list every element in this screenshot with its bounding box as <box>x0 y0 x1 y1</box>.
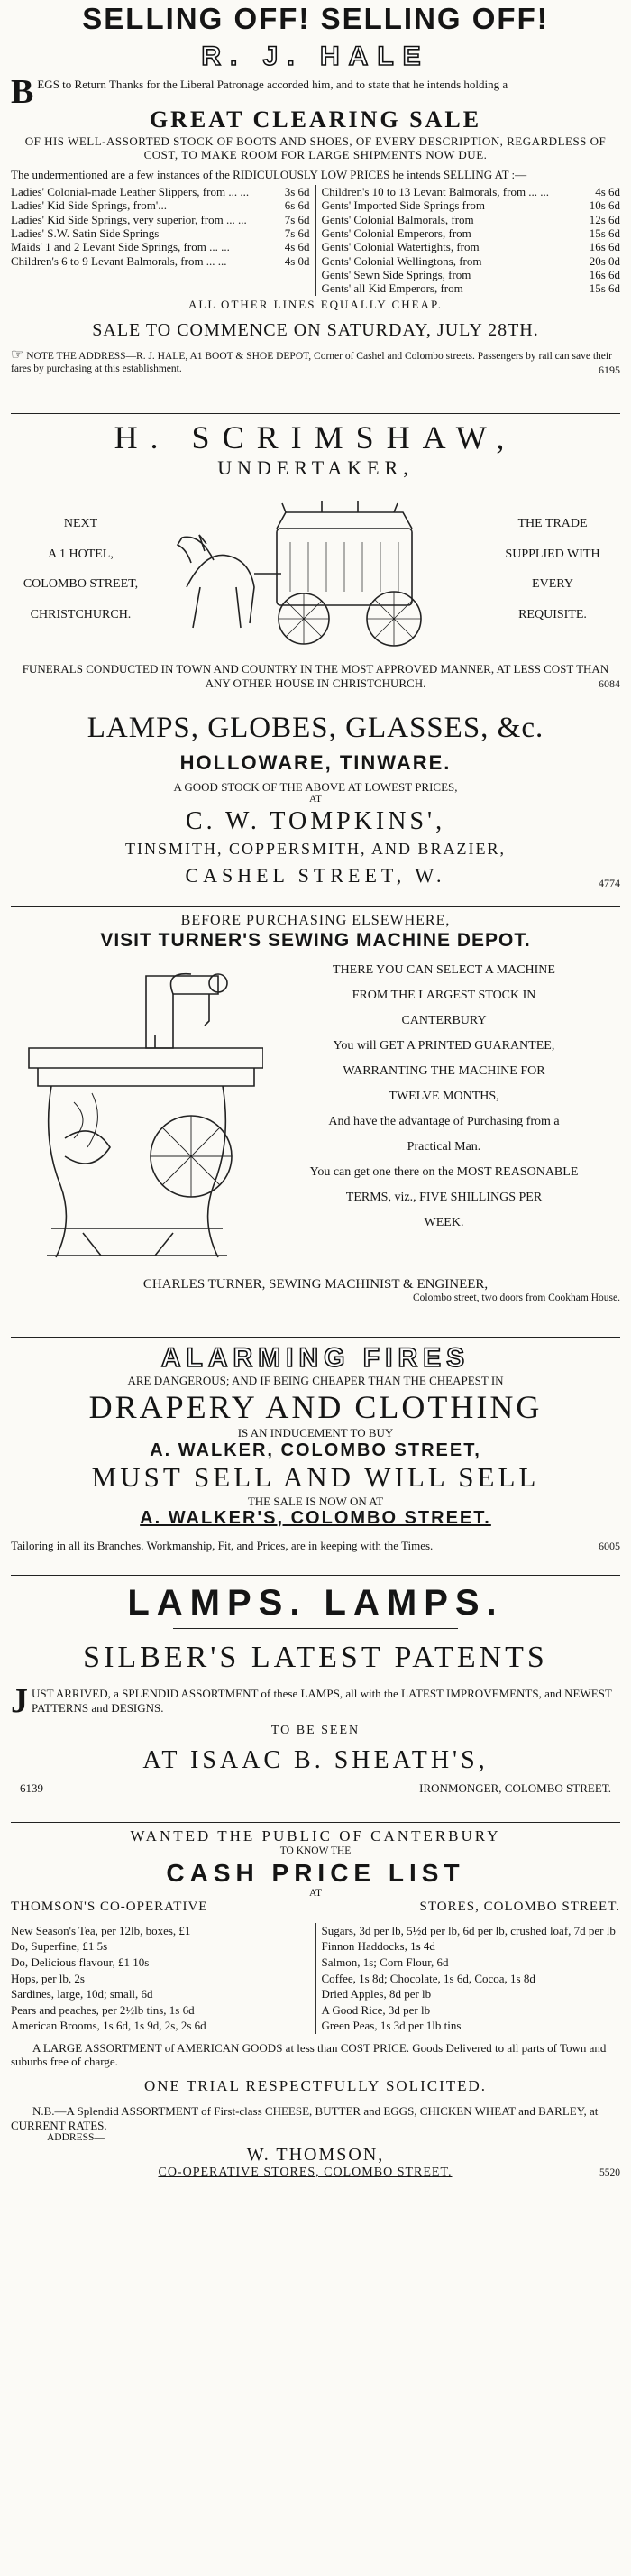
thomson-nb: N.B.—A Splendid ASSORTMENT of First-class CHEESE, BUTTER and EGGS, CHICKEN WHEAT and BARLEY, at CURRENT RATES. <box>11 2104 599 2132</box>
sewing-machine-image <box>11 958 263 1274</box>
price-row: Maids' 1 and 2 Levant Side Springs, from ... ... 4s 6d <box>11 240 310 254</box>
walker-name-1: A. WALKER, COLOMBO STREET, <box>150 1440 481 1460</box>
scrimshaw-address: NEXT A 1 HOTEL, COLOMBO STREET, CHRISTCHURCH. <box>23 517 139 622</box>
thomson-american: A LARGE ASSORTMENT of AMERICAN GOODS at less than COST PRICE. Goods Delivered to all parts of Town and suburbs free of charge. <box>11 2040 607 2069</box>
hale-name: R. J. HALE <box>201 41 430 71</box>
thomson-ref: 5520 <box>599 2167 620 2179</box>
list-item: New Season's Tea, per 12lb, boxes, £1 <box>11 1923 191 1937</box>
divider-rule <box>11 1337 620 1338</box>
thomson-at: AT <box>308 1887 323 1899</box>
scrimshaw-trade: UNDERTAKER, <box>217 456 414 480</box>
sheath-dropcap: J <box>11 1682 28 1721</box>
scrimshaw-supply: THE TRADE SUPPLIED WITH EVERY REQUISITE. <box>505 517 600 622</box>
hale-price-column-left <box>11 185 310 296</box>
list-item: Green Peas, 1s 3d per 1lb tins <box>321 2019 462 2033</box>
short-rule <box>173 1628 458 1629</box>
walker-name-2: A. WALKER'S, COLOMBO STREET. <box>140 1508 491 1529</box>
sheath-patents: SILBER'S LATEST PATENTS <box>83 1641 548 1675</box>
list-item: Hops, per lb, 2s <box>11 1971 85 1985</box>
tompkins-advertisement <box>11 711 620 902</box>
hale-price-table <box>11 185 620 296</box>
scrimshaw-body <box>11 483 620 655</box>
list-item: Finnon Haddocks, 1s 4d <box>321 1939 435 1954</box>
turner-address: Colombo street, two doors from Cookham House. <box>413 1293 620 1304</box>
thomson-address-label: ADDRESS— <box>47 2132 105 2144</box>
price-row: Children's 10 to 13 Levant Balmorals, from ... ... 4s 6d <box>321 184 620 198</box>
sheath-advertisement <box>11 1582 620 1818</box>
thomson-advertisement <box>11 1827 620 2572</box>
list-item: Pears and peaches, per 2½lb tins, 1s 6d <box>11 2002 195 2017</box>
price-row: Gents' Colonial Wellingtons, from 20s 0d <box>321 253 620 268</box>
sewing-machine-illustration <box>11 958 268 1274</box>
walker-inducement: IS AN INDUCEMENT TO BUY <box>237 1426 394 1440</box>
price-row: Gents' Colonial Balmorals, from 12s 6d <box>321 212 620 226</box>
scrimshaw-name: H. SCRIMSHAW, <box>114 419 517 455</box>
price-row: Gents' Imported Side Springs from 10s 6d <box>321 198 620 213</box>
thomson-stores: CO-OPERATIVE STORES, COLOMBO STREET. <box>158 2166 453 2180</box>
tompkins-headline: LAMPS, GLOBES, GLASSES, &c. <box>87 712 544 744</box>
turner-body <box>11 958 620 1274</box>
thomson-price-list <box>11 1923 620 2034</box>
divider-rule <box>11 906 620 907</box>
hale-list-intro: The undermentioned are a few instances of the RIDICULOUSLY LOW PRICES he intends SELLING AT :— <box>11 167 527 181</box>
price-row: Gents' Sewn Side Springs, from 16s 6d <box>321 267 620 281</box>
tompkins-stock: A GOOD STOCK OF THE ABOVE AT LOWEST PRICES, <box>173 779 458 794</box>
price-row: Ladies' S.W. Satin Side Springs 7s 6d <box>11 225 310 240</box>
tompkins-name: C. W. TOMPKINS', <box>185 806 446 835</box>
scrimshaw-funerals: FUNERALS CONDUCTED IN TOWN AND COUNTRY IN THE MOST APPROVED MANNER, AT LESS COST THAN ANY OTHER HOUSE IN CHRISTCHURCH. <box>22 662 609 690</box>
thomson-price-column-right <box>322 1923 621 2034</box>
sheath-arrived-block <box>11 1682 620 1721</box>
walker-tailoring: Tailoring in all its Branches. Workmanship, Fit, and Prices, are in keeping with the Times. <box>11 1538 434 1552</box>
walker-advertisement <box>11 1342 620 1571</box>
list-item: Dried Apples, 8d per lb <box>321 1987 432 2001</box>
hale-sale-description: OF HIS WELL-ASSORTED STOCK OF BOOTS AND SHOES, OF EVERY DESCRIPTION, REGARDLESS OF COST, TO MAKE ROOM FOR LARGE SHIPMENTS NOW DUE. <box>24 134 607 162</box>
turner-headline: VISIT TURNER'S SEWING MACHINE DEPOT. <box>100 929 531 951</box>
list-item: American Brooms, 1s 6d, 1s 9d, 2s, 2s 6d <box>11 2019 206 2033</box>
tompkins-ref: 4774 <box>599 877 620 889</box>
pointing-hand-icon: ☞ <box>11 346 24 363</box>
walker-drapery: DRAPERY AND CLOTHING <box>88 1388 543 1425</box>
list-item: Do, Delicious flavour, £1 10s <box>11 1955 150 1969</box>
hale-others: ALL OTHER LINES EQUALLY CHEAP. <box>188 297 443 311</box>
hale-intro: EGS to Return Thanks for the Liberal Patronage accorded him, and to state that he intends holding a <box>37 78 508 92</box>
thomson-wanted: WANTED THE PUBLIC OF CANTERBURY <box>130 1827 501 1845</box>
turner-signature: CHARLES TURNER, SEWING MACHINIST & ENGINEER, <box>142 1276 489 1292</box>
tompkins-at: AT <box>308 794 323 805</box>
list-item: Salmon, 1s; Corn Flour, 6d <box>321 1955 449 1969</box>
sheath-headline: LAMPS. LAMPS. <box>127 1583 504 1623</box>
thomson-name: W. THOMSON, <box>246 2144 385 2165</box>
hale-intro-block <box>11 73 620 112</box>
sheath-name: AT ISAAC B. SHEATH'S, <box>142 1746 489 1775</box>
list-item: Do, Superfine, £1 5s <box>11 1939 108 1954</box>
price-row: Gents' Colonial Emperors, from 15s 6d <box>321 225 620 240</box>
thomson-stores-right: STORES, COLOMBO STREET. <box>419 1900 620 1915</box>
sheath-ref: 6139 <box>20 1780 43 1795</box>
hale-note-text: NOTE THE ADDRESS—R. J. HALE, A1 BOOT & SHOE DEPOT, Corner of Cashel and Colombo streets. Passengers by rail can save their fares by purchasing at this establishment. <box>11 350 612 375</box>
thomson-headline: CASH PRICE LIST <box>166 1858 465 1887</box>
thomson-trial: ONE TRIAL RESPECTFULLY SOLICITED. <box>143 2077 488 2095</box>
divider-rule <box>11 1575 620 1576</box>
walker-headline: ALARMING FIRES <box>160 1343 471 1373</box>
price-row: Gents' Colonial Watertights, from 16s 6d <box>321 240 620 254</box>
list-item: Coffee, 1s 8d; Chocolate, 1s 6d, Cocoa, 1s 8d <box>321 1971 535 1985</box>
sheath-trade: IRONMONGER, COLOMBO STREET. <box>419 1780 611 1795</box>
hale-sale-title: GREAT CLEARING SALE <box>149 106 482 133</box>
horse-drawn-hearse-image <box>151 488 475 650</box>
hale-dropcap: B <box>11 73 34 112</box>
walker-ref: 6005 <box>599 1539 620 1552</box>
tompkins-street: CASHEL STREET, W. <box>185 864 446 888</box>
hale-advertisement <box>11 2 620 409</box>
turner-advertisement <box>11 913 620 1333</box>
scrimshaw-advertisement <box>11 419 620 700</box>
sheath-arrived: UST ARRIVED, a SPLENDID ASSORTMENT of these LAMPS, all with the LATEST IMPROVEMENTS, and NEWEST PATTERNS and DESIGNS. <box>32 1687 612 1715</box>
turner-text: THERE YOU CAN SELECT A MACHINE FROM THE LARGEST STOCK IN CANTERBURY You will GET A PRINTED GUARANTEE, WARRANTING THE MACHINE FOR TWELVE MONTHS, And have the advantage of Purchasing from a Practical Man. You can get one there on the MOST REASONABLE TERMS, viz., FIVE SHILLINGS PER WEEK. <box>309 962 579 1229</box>
price-row: Gents' all Kid Emperors, from 15s 6d <box>321 281 620 296</box>
thomson-to-know: TO KNOW THE <box>279 1845 352 1857</box>
thomson-stores-line <box>11 1900 620 1916</box>
list-item: A Good Rice, 3d per lb <box>321 2002 431 2017</box>
walker-sale-on: THE SALE IS NOW ON AT <box>247 1494 384 1508</box>
price-row: Children's 6 to 9 Levant Balmorals, from ... ... 4s 0d <box>11 253 310 268</box>
sheath-seen: TO BE SEEN <box>270 1723 361 1737</box>
scrimshaw-ref: 6084 <box>599 677 620 691</box>
turner-before: BEFORE PURCHASING ELSEWHERE, <box>180 913 451 928</box>
thomson-stores-left: THOMSON'S CO-OPERATIVE <box>11 1900 208 1915</box>
hale-headline: SELLING OFF! SELLING OFF! <box>82 2 549 35</box>
tompkins-sub: HOLLOWARE, TINWARE. <box>179 750 452 774</box>
divider-rule <box>11 1822 620 1823</box>
list-item: Sugars, 3d per lb, 5½d per lb, 6d per lb, crushed loaf, 7d per lb <box>321 1923 616 1937</box>
hale-price-column-right <box>322 185 621 296</box>
hearse-illustration <box>151 488 485 650</box>
walker-dangerous: ARE DANGEROUS; AND IF BEING CHEAPER THAN THE CHEAPEST IN <box>127 1374 504 1388</box>
hale-commence: SALE TO COMMENCE ON SATURDAY, JULY 28TH. <box>92 319 539 340</box>
price-row: Ladies' Colonial-made Leather Slippers, from ... ... 3s 6d <box>11 184 310 198</box>
thomson-price-column-left <box>11 1923 310 2034</box>
tompkins-trades: TINSMITH, COPPERSMITH, AND BRAZIER, <box>124 839 507 858</box>
thomson-footer <box>11 2166 620 2181</box>
walker-must-sell: MUST SELL AND WILL SELL <box>91 1461 540 1494</box>
list-item: Sardines, large, 10d; small, 6d <box>11 1987 153 2001</box>
sheath-footer <box>11 1781 620 1795</box>
price-row: Ladies' Kid Side Springs, from'... 6s 6d <box>11 198 310 213</box>
hale-ref: 6195 <box>599 363 620 376</box>
price-row: Ladies' Kid Side Springs, very superior, from ... ... 7s 6d <box>11 212 310 226</box>
divider-rule <box>11 413 620 414</box>
